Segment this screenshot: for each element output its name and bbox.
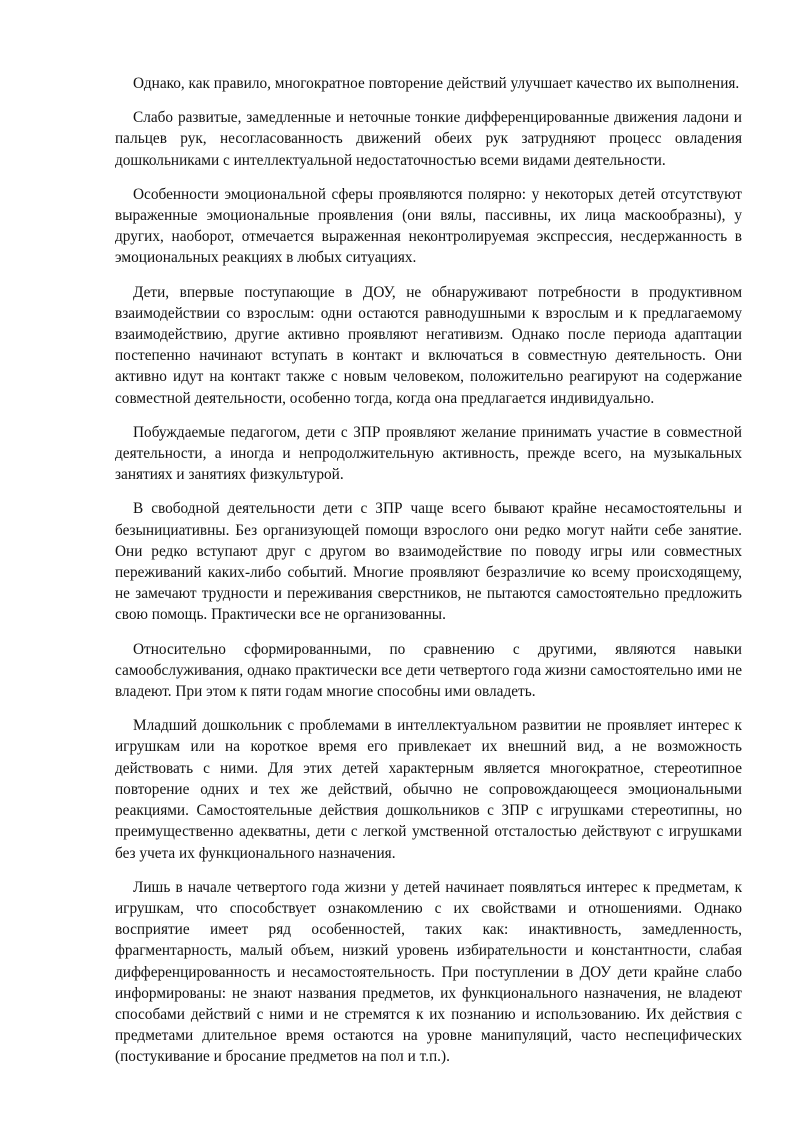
document-page (115, 73, 742, 1081)
paragraph-9: Лишь в начале четвертого года жизни у детей начинает появляться интерес к предметам, к игрушкам, что способствует ознакомлению с их свойствами и отношениями. Однако восприятие имеет ряд особенностей, таких как: инактивность, замедленность, фрагментарность, малый объем, низкий уровень избирательности и константности, слабая дифференцированность и несамостоятельность. При поступлении в ДОУ дети крайне слабо информированы: не знают названия предметов, их функционального назначения, не владеют способами действий с ними и не стремятся к их познанию и использованию. Их действия с предметами длительное время остаются на уровне манипуляций, часто неспецифических (постукивание и бросание предметов на пол и т.п.). (115, 878, 742, 1066)
paragraph-3: Особенности эмоциональной сферы проявляются полярно: у некоторых детей отсутствуют выраженные эмоциональные проявления (они вялы, пассивны, их лица маскообразны), у других, наоборот, отмечается выраженная неконтролируемая экспрессия, несдержанность в эмоциональных реакциях в любых ситуациях. (115, 185, 742, 267)
paragraph-1: Однако, как правило, многократное повторение действий улучшает качество их выполнения. (133, 75, 740, 92)
paragraph-8: Младший дошкольник с проблемами в интеллектуальном развитии не проявляет интерес к игрушкам или на короткое время его привлекает их внешний вид, а не возможность действовать с ними. Для этих детей характерным является многократное, стереотипное повторение одних и тех же действий, обычно не сопровождающееся эмоциональными реакциями. Самостоятельные действия дошкольников с ЗПР с игрушками стереотипны, но преимущественно адекватны, дети с легкой умственной отсталостью действуют с игрушками без учета их функционального назначения. (115, 717, 742, 862)
paragraph-5: Побуждаемые педагогом, дети с ЗПР проявляют желание принимать участие в совместной деятельности, а иногда и непродолжительную активность, прежде всего, на музыкальных занятиях и занятиях физкультурой. (115, 423, 742, 484)
paragraph-6: В свободной деятельности дети с ЗПР чаще всего бывают крайне несамостоятельны и безынициативны. Без организующей помощи взрослого они редко могут найти себе занятие. Они редко вступают друг с другом во взаимодействие по поводу игры или совместных переживаний каких-либо событий. Многие проявляют безразличие ко всему происходящему, не замечают трудности и переживания сверстников, не пытаются самостоятельно предложить свою помощь. Практически все не организованны. (115, 500, 742, 624)
paragraph-4: Дети, впервые поступающие в ДОУ, не обнаруживают потребности в продуктивном взаимодействии со взрослым: одни остаются равнодушными к взрослым и к предлагаемому взаимодействию, другие активно проявляют негативизм. Однако после периода адаптации постепенно начинают вступать в контакт и включаться в совместную деятельность. Они активно идут на контакт также с новым человеком, положительно реагируют на содержание совместной деятельности, особенно тогда, когда она предлагается индивидуально. (115, 283, 742, 407)
paragraph-7: Относительно сформированными, по сравнению с другими, являются навыки самообслуживания, однако практически все дети четвертого года жизни самостоятельно ими не владеют. При этом к пяти годам многие способны ими овладеть. (115, 640, 742, 701)
paragraph-2: Слабо развитые, замедленные и неточные тонкие дифференцированные движения ладони и пальцев рук, несогласованность движений обеих рук затрудняют процесс овладения дошкольниками с интеллектуальной недостаточностью всеми видами деятельности. (115, 109, 742, 169)
